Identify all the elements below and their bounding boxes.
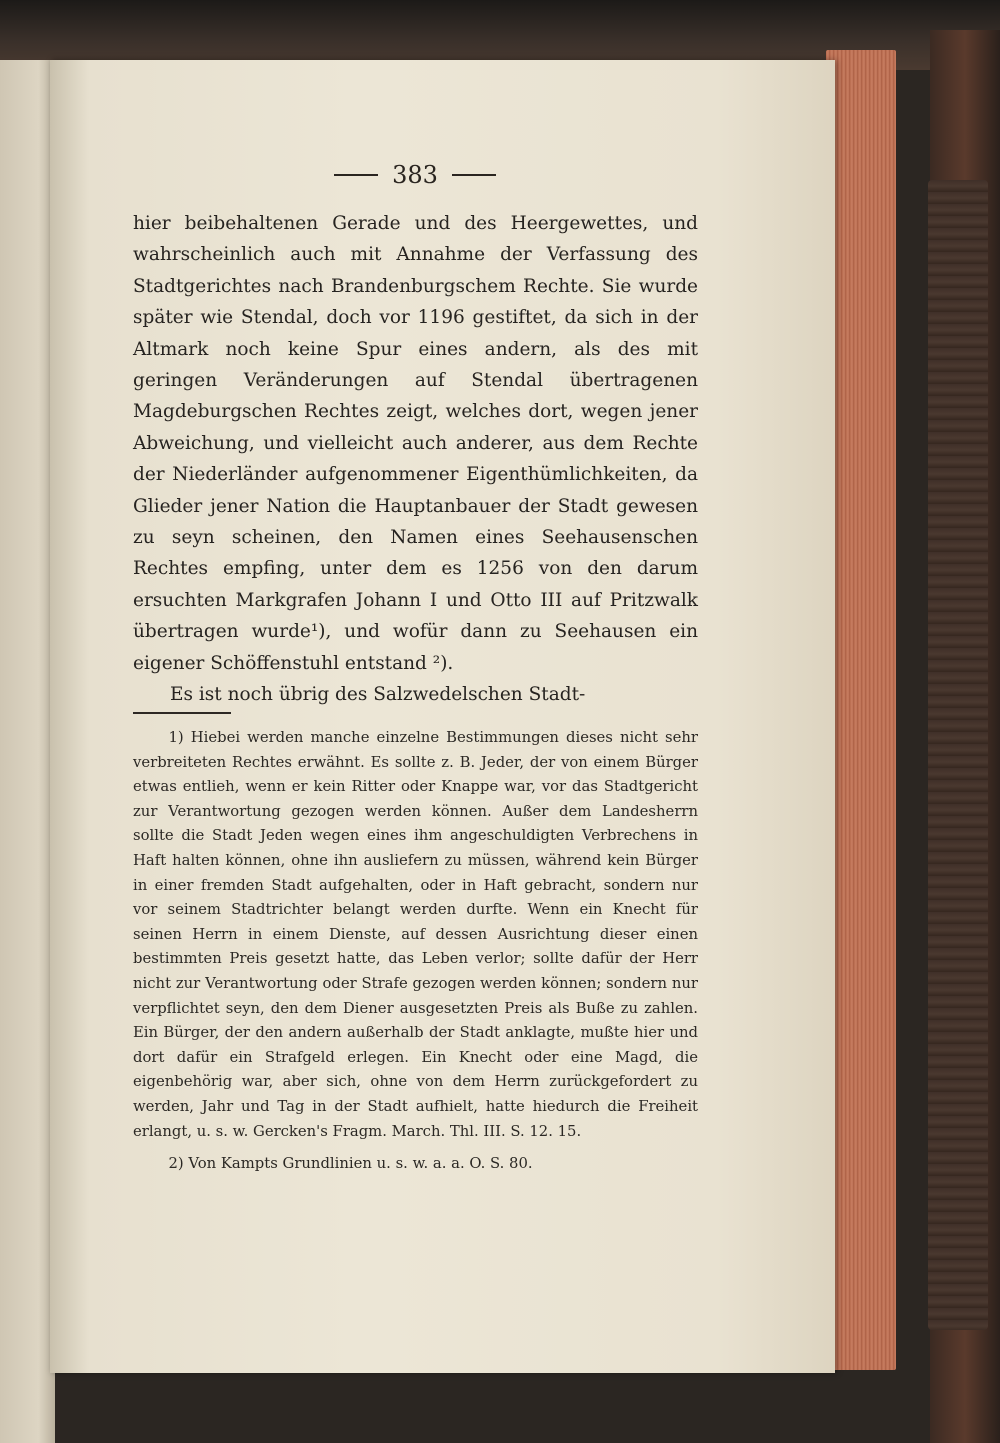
page-number: 383 — [392, 161, 438, 189]
header-rule-right — [452, 174, 496, 176]
facing-page-edge — [0, 60, 55, 1443]
page-block-edges — [826, 50, 896, 1370]
footnote-2: 2) Von Kampts Grundlinien u. s. w. a. a. O. S. 80. — [168, 1155, 533, 1173]
footnote-separator — [133, 712, 231, 714]
body-text — [133, 208, 698, 711]
page-header — [325, 160, 505, 190]
header-rule-left — [334, 174, 378, 176]
book-spine-band — [928, 180, 988, 1330]
footnotes — [133, 726, 698, 1177]
body-paragraph: hier beibehaltenen Gerade und des Heergewettes, und wahrscheinlich auch mit Annahme der Verfassung des Stadtgerichtes nach Brandenburgschem Rechte. Sie wurde später wie Stendal, doch vor 1196 gestiftet, da sich in der Altmark noch keine Spur eines andern, als des mit geringen Veränderungen auf Stendal übertragenen Magdeburgschen Rechtes zeigt, welches dort, wegen jener Abweichung, und vielleicht auch anderer, aus dem Rechte der Niederländer aufgenommener Eigenthümlichkeiten, da Glieder jener Nation die Hauptanbauer der Stadt gewesen zu seyn scheinen, den Namen eines Seehausenschen Rechtes empfing, unter dem es 1256 von den darum ersuchten Markgrafen Johann I und Otto III auf Pritzwalk übertragen wurde¹), und wofür dann zu Seehausen ein eigener Schöffenstuhl entstand ²). — [133, 213, 698, 674]
body-paragraph: Es ist noch übrig des Salzwedelschen Stadt- — [170, 684, 586, 706]
footnote-1: 1) Hiebei werden manche einzelne Bestimmungen dieses nicht sehr verbreiteten Rechtes erwähnt. Es sollte z. B. Jeder, der von einem Bürger etwas entlieh, wenn er kein Ritter oder Knappe war, vor das Stadtgericht zur Verantwortung gezogen werden können. Außer dem Landesherrn sollte die Stadt Jeden wegen eines ihm angeschuldigten Verbrechens in Haft halten können, ohne ihn ausliefern zu müssen, während kein Bürger in einer fremden Stadt aufgehalten, oder in Haft gebracht, sondern nur vor seinem Stadtrichter belangt werden durfte. Wenn ein Knecht für seinen Herrn in einem Dienste, auf dessen Ausrichtung dieser einen bestimmten Preis gesetzt hatte, das Leben verlor; sollte dafür der Herr nicht zur Verantwortung oder Strafe gezogen werden können; sondern nur verpflichtet seyn, den dem Diener ausgesetzten Preis als Buße zu zahlen. Ein Bürger, der den andern außerhalb der Stadt anklagte, mußte hier und dort dafür ein Strafgeld erlegen. Ein Knecht oder eine Magd, die eigenbehörig war, aber sich, ohne von dem Herrn zurückgefordert zu werden, Jahr und Tag in der Stadt aufhielt, hatte hiedurch die Freiheit erlangt, u. s. w. Gercken's Fragm. March. Thl. III. S. 12. 15. — [133, 729, 698, 1140]
